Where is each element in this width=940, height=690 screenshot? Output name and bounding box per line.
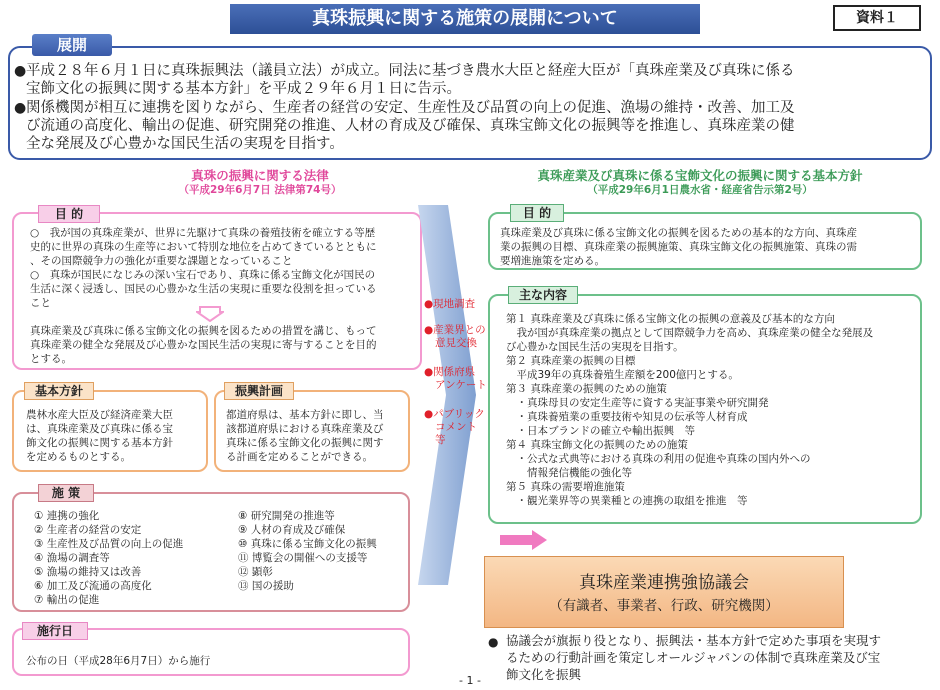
policy-title: 真珠産業及び真珠に係る宝飾文化の振興に関する基本方針 — [537, 168, 863, 183]
law-title: 真珠の振興に関する法律 — [191, 168, 329, 183]
bullet-icon: ● — [14, 63, 27, 79]
council-name: 真珠産業連携強協議会 — [579, 573, 749, 593]
enforcement-text: 公布の日（平成28年6月7日）から施行 — [26, 655, 211, 667]
basic-policy-tag: 基本方針 — [24, 382, 94, 400]
right-arrow-icon — [500, 530, 548, 550]
page-title: 真珠振興に関する施策の展開について — [230, 4, 700, 34]
policy-subtitle: （平成29年6月1日農水省・経産省告示第2号） — [587, 184, 813, 196]
enforcement-tag: 施行日 — [22, 622, 88, 640]
law-purpose-text: ○ 我が国の真珠産業が、世界に先駆けて真珠の養殖技術を確立する等歴 史的に世界の真珠の生産等において特別な地位を占めてきているとともに 、その国際競争力の強化が重要な課題となっていること ○ 真珠が国民になじみの深い宝石であり、真珠に係る宝飾文化が国民の 生活に深く浸透し、国民の心豊かな生活の実現に重要な役割を担っている こと — [30, 227, 377, 309]
overview-item-1-line-2: 宝飾文化の振興に関する基本方針」を平成２９年６月１日に告示。 — [26, 81, 461, 97]
basic-policy-text: 農林水産大臣及び経済産業大臣 は、真珠産業及び真珠に係る宝 飾文化の振興に関する基本方針 を定めるものとする。 — [26, 409, 173, 463]
process-item-industry-exchange: ●産業界との 意見交換 — [424, 324, 486, 349]
policy-purpose-text: 真珠産業及び真珠に係る宝飾文化の振興を図るための基本的な方向、真珠産 業の振興の目標、真珠産業の振興施策、真珠宝飾文化の振興施策、真珠の需 要増進施策を定める。 — [500, 227, 857, 267]
document-reference-label: 資料１ — [833, 5, 921, 31]
measures-tag: 施 策 — [38, 484, 94, 502]
measures-left-list: ① 連携の強化 ② 生産者の経営の安定 ③ 生産性及び品質の向上の促進 ④ 漁場の調査等 ⑤ 漁場の維持又は改善 ⑥ 加工及び流通の高度化 ⑦ 輸出の促進 — [34, 510, 184, 606]
flow-arrow-icon — [418, 205, 478, 585]
council-members: （有識者、事業者、行政、研究機関） — [549, 598, 779, 614]
policy-purpose-tag: 目 的 — [510, 204, 564, 222]
overview-item-2-line-1: 関係機関が相互に連携を図りながら、生産者の経営の安定、生産性及び品質の向上の促進、漁場の維持・改善、加工及 — [26, 100, 795, 116]
promotion-plan-tag: 振興計画 — [224, 382, 294, 400]
bullet-icon: ● — [14, 100, 27, 116]
overview-item-1-line-1: 平成２８年６月１日に真珠振興法（議員立法）が成立。同法に基づき農水大臣と経産大臣が「真珠産業及び真珠に係る — [26, 63, 795, 79]
down-arrow-icon — [196, 306, 224, 322]
process-item-public-comment: ●パブリック コメント 等 — [424, 408, 485, 446]
overview-item-2-line-2: び流通の高度化、輸出の促進、研究開発の推進、人材の育成及び確保、真珠宝飾文化の振興等を推進し、真珠産業の健 — [26, 118, 795, 134]
overview-item-2-line-3: 全な発展及び心豊かな国民生活の実現を目指す。 — [26, 136, 344, 152]
law-purpose-tag: 目 的 — [38, 205, 100, 223]
law-purpose-result: 真珠産業及び真珠に係る宝飾文化の振興を図るための措置を講じ、もって 真珠産業の健全な発展及び心豊かな国民生活の実現に寄与することを目的 とする。 — [30, 325, 377, 365]
policy-content-text: 第１ 真珠産業及び真珠に係る宝飾文化の振興の意義及び基本的な方向 我が国が真珠産業の拠点として国際競争力を高め、真珠産業の健全な発展及 び心豊かな国民生活の実現を目指す。 第２ 真珠産業の振興の目標 平成39年の真珠養殖生産額を200億円とする。 第３ 真珠産業の振興のための施策 ・真珠母貝の安定生産等に資する実証事業や研究開発 ・真珠養殖業の重要技術や知見の伝承等人材育成 ・日本ブランドの確立や輸出振興 等 第４ 真珠宝飾文化の振興のための施策 ・公式な式典等における真珠の利用の促進や真珠の国内外への 情報発信機能の強化等 第５ 真珠の需要増進施策 ・観光業界等の異業種との連携の取組を推進 等 — [506, 313, 874, 507]
page-number: - 1 - — [459, 674, 481, 687]
promotion-plan-text: 都道府県は、基本方針に即し、当 該都道府県における真珠産業及び 真珠に係る宝飾文化の振興に関す る計画を定めることができる。 — [226, 409, 384, 463]
overview-tag: 展開 — [32, 34, 112, 56]
policy-content-tag: 主な内容 — [508, 286, 578, 304]
measures-right-list: ⑧ 研究開発の推進等 ⑨ 人材の育成及び確保 ⑩ 真珠に係る宝飾文化の振興 ⑪ 博覧会の開催への支援等 ⑫ 顕彰 ⑬ 国の援助 — [238, 510, 377, 592]
law-subtitle: （平成29年6月7日 法律第74号） — [178, 184, 342, 196]
process-item-field-survey: ●現地調査 — [424, 298, 476, 310]
bullet-icon: ● — [488, 635, 499, 649]
process-item-prefecture-survey: ●関係府県 アンケート — [424, 366, 487, 391]
council-note: 協議会が旗振り役となり、振興法・基本方針で定めた事項を実現す るための行動計画を策定しオールジャパンの体制で真珠産業及び宝 飾文化を振興 — [506, 633, 882, 682]
